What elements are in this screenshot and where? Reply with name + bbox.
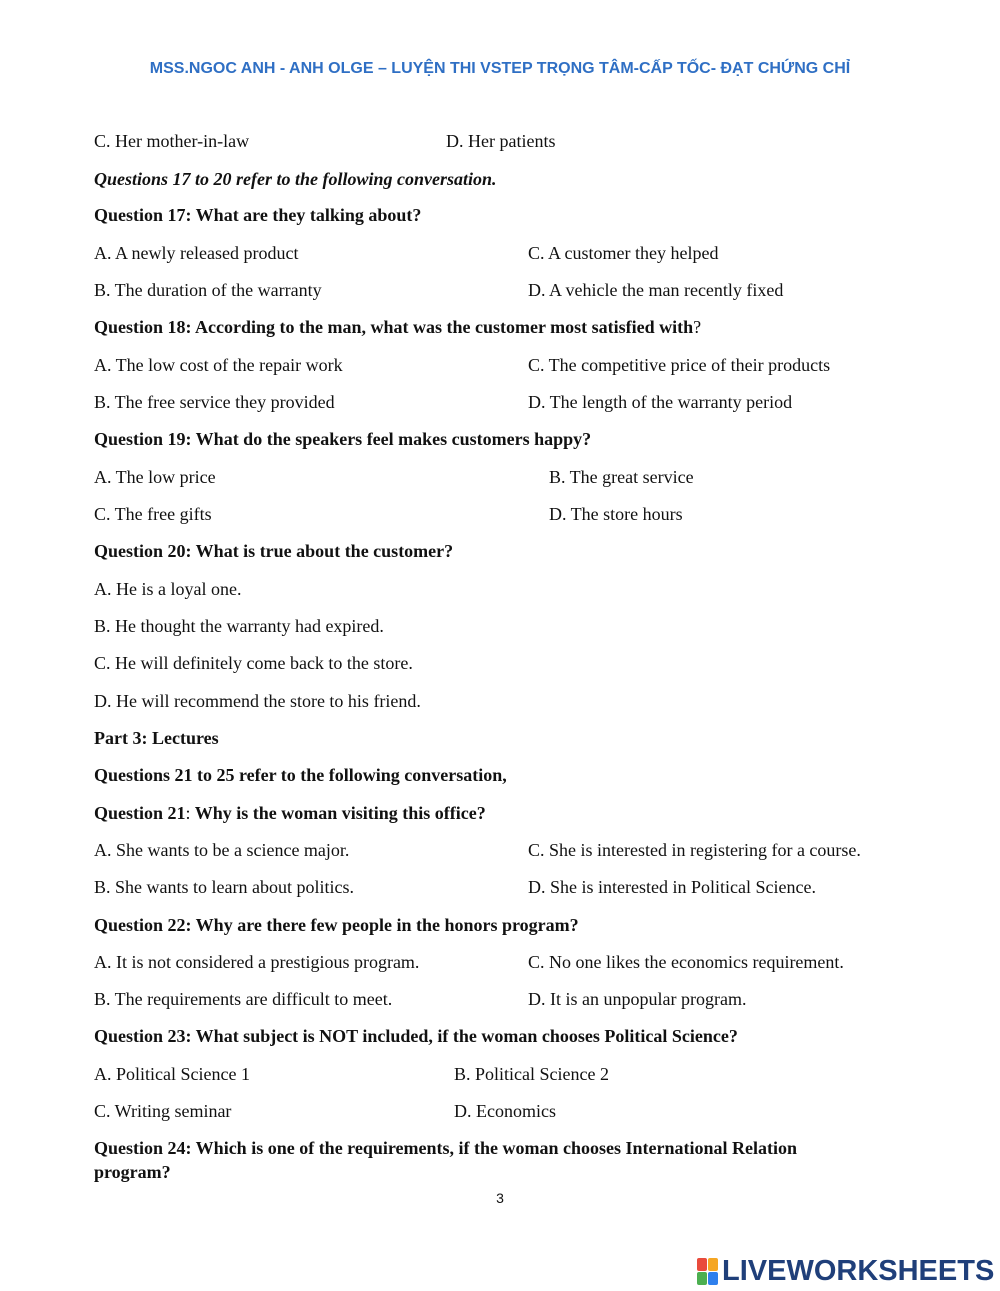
logo-icon: [697, 1258, 718, 1285]
q21-option-b: B. She wants to learn about politics.: [94, 877, 354, 897]
logo-square-1: [697, 1258, 707, 1271]
question-18: [94, 317, 701, 338]
q21-option-c: C. She is interested in registering for a course.: [528, 840, 861, 860]
question-18-text: Question 18: According to the man, what was the customer most satisfied with: [94, 317, 694, 337]
q19-option-a: A. The low price: [94, 467, 216, 487]
q18-option-c: C. The competitive price of their products: [528, 355, 831, 375]
question-18-mark: ?: [693, 317, 702, 337]
q16-option-d: D. Her patients: [446, 131, 556, 151]
question-24-line-2: program?: [94, 1162, 171, 1182]
logo-text: LIVEWORKSHEETS: [722, 1254, 995, 1287]
q23-option-d: D. Economics: [454, 1101, 556, 1121]
question-22: Question 22: Why are there few people in the honors program?: [94, 915, 579, 935]
q20-option-c: C. He will definitely come back to the store.: [94, 653, 413, 673]
q17-option-b: B. The duration of the warranty: [94, 280, 322, 300]
q22-option-b: B. The requirements are difficult to meet.: [94, 989, 393, 1009]
q21-option-d: D. She is interested in Political Science.: [528, 877, 816, 897]
q23-option-c: C. Writing seminar: [94, 1101, 232, 1121]
q21-option-a: A. She wants to be a science major.: [94, 840, 350, 860]
q18-option-a: A. The low cost of the repair work: [94, 355, 343, 375]
question-20: Question 20: What is true about the customer?: [94, 541, 454, 561]
question-21-colon: :: [185, 803, 191, 823]
question-17: Question 17: What are they talking about?: [94, 205, 422, 225]
question-21-text: Why is the woman visiting this office?: [190, 803, 486, 823]
logo-square-3: [697, 1272, 707, 1285]
question-21-label: Question 21: [94, 803, 186, 823]
question-23: Question 23: What subject is NOT included, if the woman chooses Political Science?: [94, 1026, 738, 1046]
question-24-line-1: Question 24: Which is one of the requirements, if the woman chooses International Relation: [94, 1138, 798, 1158]
q23-option-b: B. Political Science 2: [454, 1064, 609, 1084]
section-intro-21-25: Questions 21 to 25 refer to the following conversation,: [94, 765, 507, 785]
q23-option-a: A. Political Science 1: [94, 1064, 250, 1084]
logo-square-2: [708, 1258, 718, 1271]
q22-option-a: A. It is not considered a prestigious program.: [94, 952, 420, 972]
page-header: MSS.NGOC ANH - ANH OLGE – LUYỆN THI VSTEP TRỌNG TÂM-CẤP TỐC- ĐẠT CHỨNG CHỈ: [149, 60, 851, 77]
q22-option-d: D. It is an unpopular program.: [528, 989, 747, 1009]
question-19: Question 19: What do the speakers feel makes customers happy?: [94, 429, 592, 449]
part-3-heading: Part 3: Lectures: [94, 728, 219, 748]
section-intro-17-20: Questions 17 to 20 refer to the following conversation.: [94, 169, 497, 189]
q20-option-b: B. He thought the warranty had expired.: [94, 616, 384, 636]
q19-option-b: B. The great service: [549, 467, 694, 487]
q19-option-c: C. The free gifts: [94, 504, 212, 524]
q17-option-a: A. A newly released product: [94, 243, 299, 263]
q20-option-a: A. He is a loyal one.: [94, 579, 242, 599]
q18-option-d: D. The length of the warranty period: [528, 392, 793, 412]
q16-option-c: C. Her mother-in-law: [94, 131, 250, 151]
page-number: 3: [496, 1190, 504, 1206]
q17-option-c: C. A customer they helped: [528, 243, 719, 263]
q20-option-d: D. He will recommend the store to his friend.: [94, 691, 421, 711]
q17-option-d: D. A vehicle the man recently fixed: [528, 280, 784, 300]
q19-option-d: D. The store hours: [549, 504, 683, 524]
liveworksheets-logo[interactable]: [697, 1256, 994, 1286]
q18-option-b: B. The free service they provided: [94, 392, 335, 412]
question-21: [94, 803, 486, 824]
q22-option-c: C. No one likes the economics requirement.: [528, 952, 844, 972]
logo-square-4: [708, 1272, 718, 1285]
